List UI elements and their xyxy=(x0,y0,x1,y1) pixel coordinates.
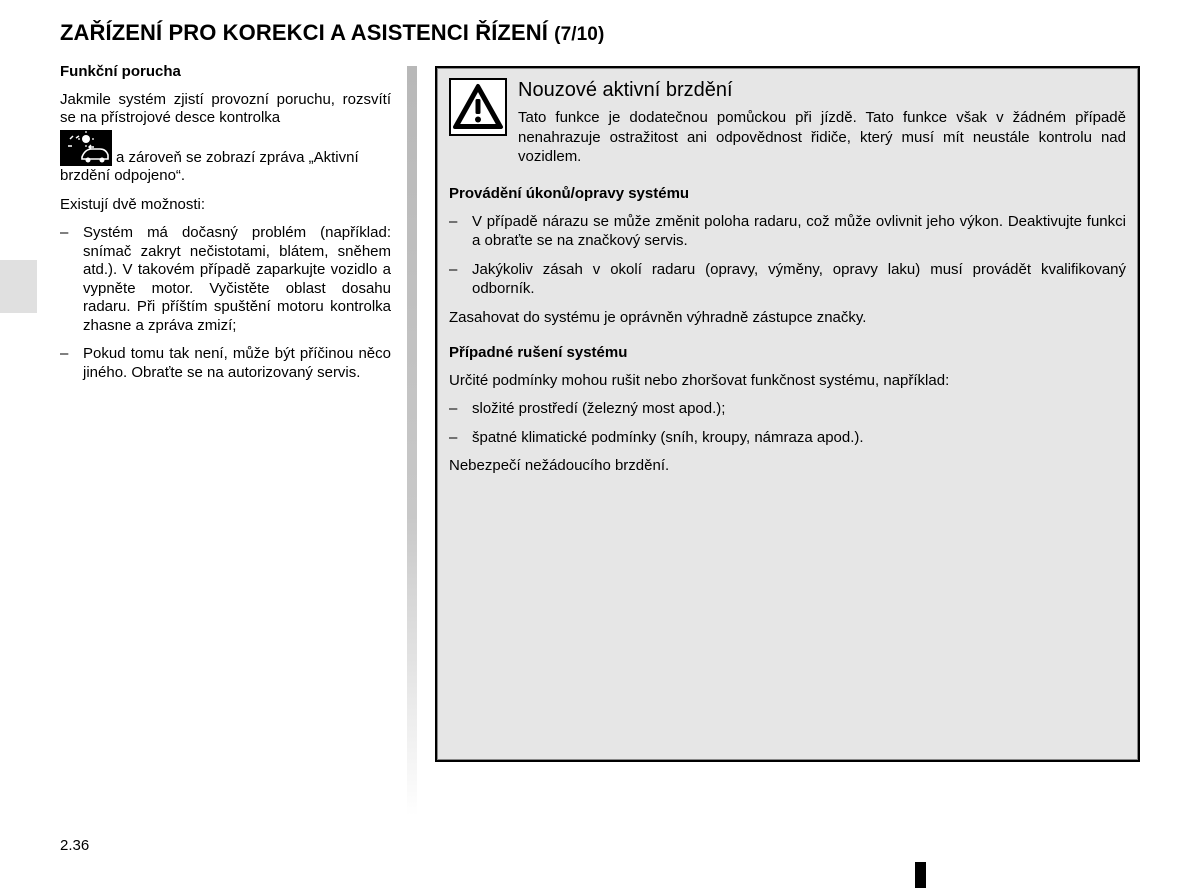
repairs-list xyxy=(449,212,1126,299)
list-item: – V případě nárazu se může změnit poloha radaru, což může ovlivnit jeho výkon. Deaktivujte funkci a obraťte se na značkový servis. xyxy=(449,212,1126,251)
warning-box-intro: Tato funkce je dodatečnou pomůckou při jízdě. Tato funkce však v žádném případě nenahrazuje ostražitost ani odpovědnost řidiče, který musí mít neustále kontrolu nad vozidlem. xyxy=(518,109,1126,165)
page-number: 2.36 xyxy=(60,837,90,854)
page-title-text: ZAŘÍZENÍ PRO KOREKCI A ASISTENCI ŘÍZENÍ xyxy=(60,20,548,45)
fault-text-1: Jakmile systém zjistí provozní poruchu, rozsvítí se na přístrojové desce kontrolka xyxy=(60,90,391,126)
list-item: – složité prostředí (železný most apod.); xyxy=(449,399,1126,419)
list-item: – Pokud tomu tak není, může být příčinou něco jiného. Obraťte se na autorizovaný servis. xyxy=(60,345,391,382)
column-divider xyxy=(407,66,417,816)
interference-list xyxy=(449,399,1126,447)
warning-box-body xyxy=(449,184,1126,485)
fault-text-2: a zároveň se zobrazí zpráva „Aktivní brzdění odpojeno“. xyxy=(60,148,359,184)
options-list xyxy=(60,224,391,382)
section-heading-repairs: Provádění úkonů/opravy systému xyxy=(449,185,690,202)
page-edge-marker xyxy=(915,862,926,888)
page-title xyxy=(60,20,604,46)
warning-box-title: Nouzové aktivní brzdění xyxy=(518,79,733,101)
options-intro: Existují dvě možnosti: xyxy=(60,195,206,213)
left-column xyxy=(60,63,391,392)
section-heading-interference: Případné rušení systému xyxy=(449,344,628,361)
interference-note: Nebezpečí nežádoucího brzdění. xyxy=(449,457,670,474)
page-title-part: (7/10) xyxy=(554,24,605,45)
fault-paragraph xyxy=(60,91,391,128)
warning-triangle-icon xyxy=(449,78,507,136)
fault-paragraph-2 xyxy=(60,130,391,186)
repairs-note: Zasahovat do systému je oprávněn výhradně zástupce značky. xyxy=(449,308,867,326)
chapter-tab xyxy=(0,260,37,313)
emergency-brake-warning-lamp-icon xyxy=(60,130,112,166)
warning-box xyxy=(435,66,1140,762)
list-item: – špatné klimatické podmínky (sníh, kroupy, námraza apod.). xyxy=(449,428,1126,448)
fault-heading: Funkční porucha xyxy=(60,63,181,80)
list-item: – Jakýkoliv zásah v okolí radaru (opravy, výměny, opravy laku) musí provádět kvalifikovaný odborník. xyxy=(449,260,1126,299)
list-item: – Systém má dočasný problém (například: snímač zakryt nečistotami, blátem, sněhem atd.). V takovém případě zaparkujte vozidlo a vypněte motor. Vyčistěte oblast dosahu radaru. Při příštím spuštění motoru kontrolka zhasne a zpráva zmizí; xyxy=(60,224,391,335)
interference-intro: Určité podmínky mohou rušit nebo zhoršovat funkčnost systému, například: xyxy=(449,371,950,389)
